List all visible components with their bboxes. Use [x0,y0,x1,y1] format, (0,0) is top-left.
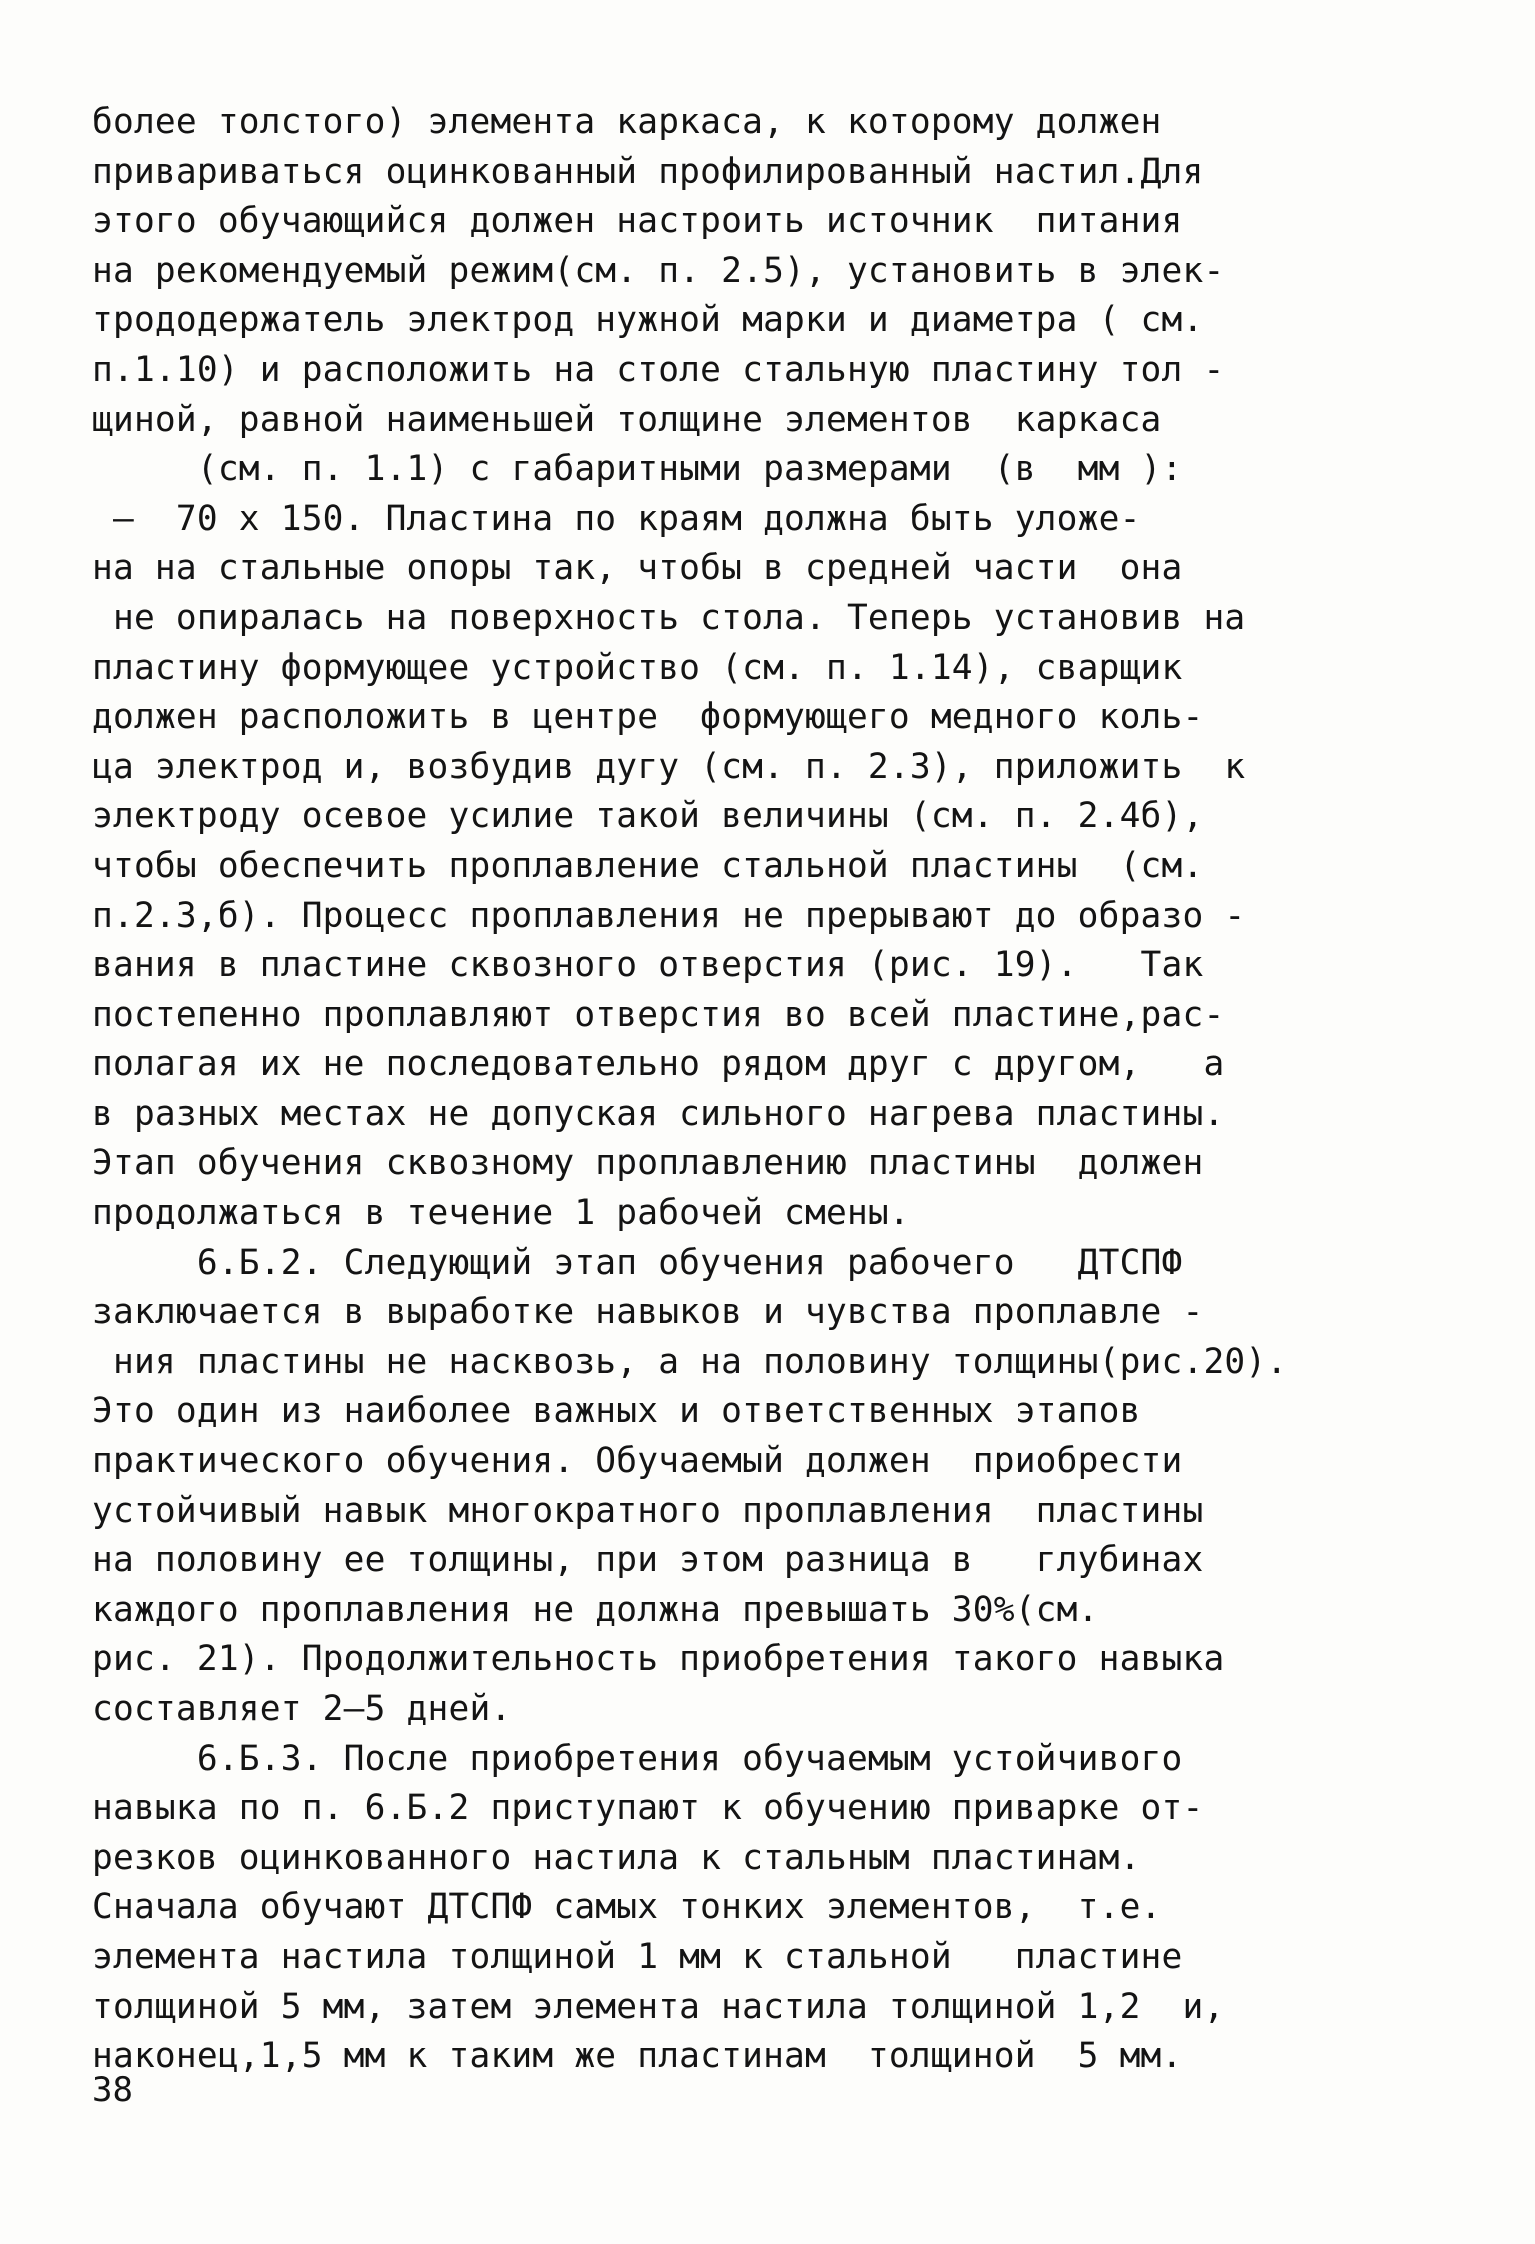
text-line: Сначала обучают ДТСПФ самых тонких элементов, т.е. [92,1887,1162,1928]
text-line: трододержатель электрод нужной марки и диаметра ( см. [92,300,1204,341]
text-line: полагая их не последовательно рядом друг с другом, а [92,1044,1225,1085]
text-line: пластину формующее устройство (см. п. 1.14), сварщик [92,647,1183,688]
text-line: этого обучающийся должен настроить источник питания [92,201,1183,242]
text-line: толщиной 5 мм, затем элемента настила толщиной 1,2 и, [92,1986,1225,2027]
text-line: щиной, равной наименьшей толщине элементов каркаса [92,399,1162,440]
text-line: п.2.3,б). Процесс проплавления не прерывают до образо - [92,895,1246,936]
text-line: 6.Б.2. Следующий этап обучения рабочего ДТСПФ [92,1242,1183,1283]
text-line: на половину ее толщины, при этом разница в глубинах [92,1540,1204,1581]
text-line: электроду осевое усилие такой величины (см. п. 2.4б), [92,796,1204,837]
text-line: элемента настила толщиной 1 мм к стальной пластине [92,1936,1183,1977]
page-number: 38 [92,2070,133,2110]
text-line: навыка по п. 6.Б.2 приступают к обучению приварке от- [92,1788,1204,1829]
text-line: постепенно проплавляют отверстия во всей пластине,рас- [92,994,1225,1035]
text-line: не опиралась на поверхность стола. Теперь установив на [92,597,1246,638]
text-line: рис. 21). Продолжительность приобретения такого навыка [92,1639,1225,1680]
text-line: п.1.10) и расположить на столе стальную пластину тол - [92,349,1225,390]
text-line: должен расположить в центре формующего медного коль- [92,697,1204,738]
text-line: устойчивый навык многократного проплавления пластины [92,1490,1204,1531]
text-line: чтобы обеспечить проплавление стальной пластины (см. [92,845,1204,886]
text-line: Это один из наиболее важных и ответственных этапов [92,1391,1141,1432]
text-line: — 70 х 150. Пластина по краям должна быть уложе- [92,498,1141,539]
text-line: ния пластины не насквозь, а на половину толщины(рис.20). [92,1341,1288,1382]
text-line: (см. п. 1.1) с габаритными размерами (в мм ): [92,449,1183,490]
text-line: на на стальные опоры так, чтобы в средней части она [92,548,1183,589]
text-line: 6.Б.3. После приобретения обучаемым устойчивого [92,1738,1183,1779]
text-line: более толстого) элемента каркаса, к которому должен [92,102,1162,142]
text-line: на рекомендуемый режим(см. п. 2.5), установить в элек- [92,250,1225,291]
text-line: в разных местах не допуская сильного нагрева пластины. [92,1093,1225,1134]
text-line: вания в пластине сквозного отверстия (рис. 19). Так [92,945,1204,986]
text-line: привариваться оцинкованный профилированный настил.Для [92,151,1204,192]
text-line: каждого проплавления не должна превышать 30%(см. [92,1589,1099,1630]
text-line: составляет 2–5 дней. [92,1689,512,1729]
text-line: заключается в выработке навыков и чувства проплавле - [92,1292,1204,1333]
text-line: продолжаться в течение 1 рабочей смены. [92,1193,910,1234]
text-line: практического обучения. Обучаемый должен приобрести [92,1441,1183,1482]
text-line: наконец,1,5 мм к таким же пластинам толщиной 5 мм. [92,2036,1183,2077]
body-text [92,98,1452,2082]
text-line: ца электрод и, возбудив дугу (см. п. 2.3), приложить к [92,746,1246,787]
text-line: резков оцинкованного настила к стальным пластинам. [92,1837,1141,1878]
text-line: Этап обучения сквозному проплавлению пластины должен [92,1143,1204,1184]
